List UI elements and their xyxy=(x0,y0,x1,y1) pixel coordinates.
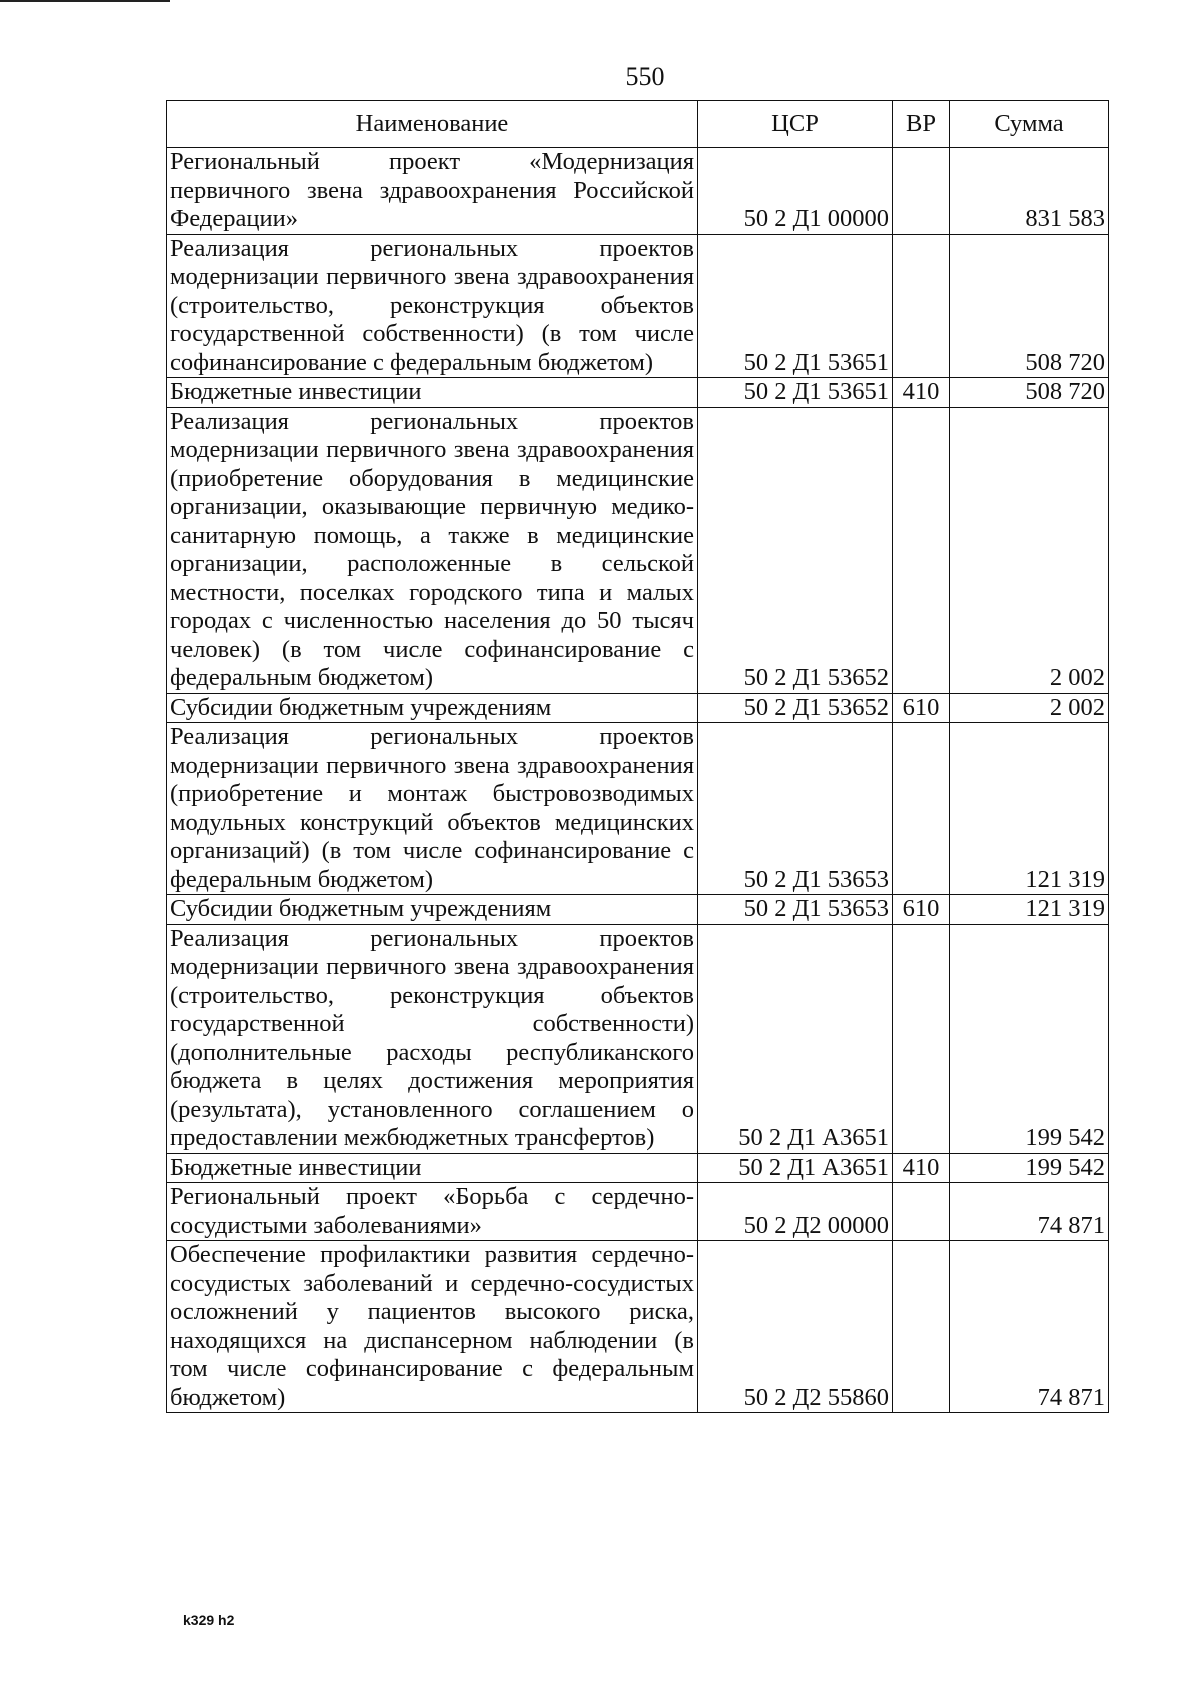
row-sum: 2 002 xyxy=(950,693,1109,723)
row-name: Реализация региональных проектов модернизации первичного звена здравоохранения (приобретение оборудования в медицинские организации, оказывающие первичную медико-санитарную помощь, а также в медицинские организации, расположенные в сельской местности, поселках городского типа и малых городах с численностью населения до 50 тысяч человек) (в том числе софинансирование с федеральным бюджетом) xyxy=(167,407,698,693)
row-vr xyxy=(893,148,950,235)
table-row xyxy=(167,693,1109,723)
row-csr: 50 2 Д2 55860 xyxy=(698,1241,893,1413)
row-csr: 50 2 Д1 53653 xyxy=(698,895,893,925)
row-name: Субсидии бюджетным учреждениям xyxy=(167,895,698,925)
row-csr: 50 2 Д1 А3651 xyxy=(698,924,893,1153)
header-vr: ВР xyxy=(893,101,950,148)
row-sum: 831 583 xyxy=(950,148,1109,235)
row-name: Бюджетные инвестиции xyxy=(167,378,698,408)
header-csr: ЦСР xyxy=(698,101,893,148)
row-csr: 50 2 Д1 53652 xyxy=(698,407,893,693)
row-vr xyxy=(893,407,950,693)
table-row xyxy=(167,1183,1109,1241)
table-row xyxy=(167,234,1109,378)
row-vr: 610 xyxy=(893,693,950,723)
table-row xyxy=(167,723,1109,895)
row-sum: 74 871 xyxy=(950,1183,1109,1241)
row-csr: 50 2 Д1 53652 xyxy=(698,693,893,723)
row-vr: 410 xyxy=(893,1153,950,1183)
row-name: Региональный проект «Борьба с сердечно-сосудистыми заболеваниями» xyxy=(167,1183,698,1241)
table-row xyxy=(167,407,1109,693)
row-csr: 50 2 Д1 А3651 xyxy=(698,1153,893,1183)
table-row xyxy=(167,924,1109,1153)
header-sum: Сумма xyxy=(950,101,1109,148)
scan-edge-mark xyxy=(0,0,170,2)
row-csr: 50 2 Д1 00000 xyxy=(698,148,893,235)
row-sum: 121 319 xyxy=(950,723,1109,895)
table-header-row xyxy=(167,101,1109,148)
row-name: Бюджетные инвестиции xyxy=(167,1153,698,1183)
row-sum: 508 720 xyxy=(950,378,1109,408)
row-name: Региональный проект «Модернизация первичного звена здравоохранения Российской Федерации» xyxy=(167,148,698,235)
row-csr: 50 2 Д1 53651 xyxy=(698,378,893,408)
row-vr: 610 xyxy=(893,895,950,925)
row-csr: 50 2 Д1 53653 xyxy=(698,723,893,895)
row-vr xyxy=(893,234,950,378)
row-sum: 74 871 xyxy=(950,1241,1109,1413)
header-name: Наименование xyxy=(167,101,698,148)
row-name: Реализация региональных проектов модернизации первичного звена здравоохранения (строительство, реконструкция объектов государственной собственности) (дополнительные расходы республиканского бюджета в целях достижения мероприятия (результата), установленного соглашением о предоставлении межбюджетных трансфертов) xyxy=(167,924,698,1153)
row-sum: 199 542 xyxy=(950,924,1109,1153)
row-name: Реализация региональных проектов модернизации первичного звена здравоохранения (приобретение и монтаж быстровозводимых модульных конструкций объектов медицинских организаций) (в том числе софинансирование с федеральным бюджетом) xyxy=(167,723,698,895)
document-code: k329 h2 xyxy=(183,1612,235,1628)
row-vr xyxy=(893,723,950,895)
row-name: Обеспечение профилактики развития сердечно-сосудистых заболеваний и сердечно-сосудистых осложнений у пациентов высокого риска, находящихся на диспансерном наблюдении (в том числе софинансирование с федеральным бюджетом) xyxy=(167,1241,698,1413)
row-sum: 508 720 xyxy=(950,234,1109,378)
row-sum: 121 319 xyxy=(950,895,1109,925)
row-csr: 50 2 Д2 00000 xyxy=(698,1183,893,1241)
page-number: 550 xyxy=(625,62,665,91)
row-sum: 2 002 xyxy=(950,407,1109,693)
row-name: Реализация региональных проектов модернизации первичного звена здравоохранения (строительство, реконструкция объектов государственной собственности) (в том числе софинансирование с федеральным бюджетом) xyxy=(167,234,698,378)
table-row xyxy=(167,378,1109,408)
table-row xyxy=(167,1153,1109,1183)
row-name: Субсидии бюджетным учреждениям xyxy=(167,693,698,723)
row-vr: 410 xyxy=(893,378,950,408)
row-vr xyxy=(893,1241,950,1413)
budget-table xyxy=(166,100,1109,1413)
row-vr xyxy=(893,924,950,1153)
row-csr: 50 2 Д1 53651 xyxy=(698,234,893,378)
table-row xyxy=(167,895,1109,925)
table-row xyxy=(167,1241,1109,1413)
row-sum: 199 542 xyxy=(950,1153,1109,1183)
table-row xyxy=(167,148,1109,235)
row-vr xyxy=(893,1183,950,1241)
